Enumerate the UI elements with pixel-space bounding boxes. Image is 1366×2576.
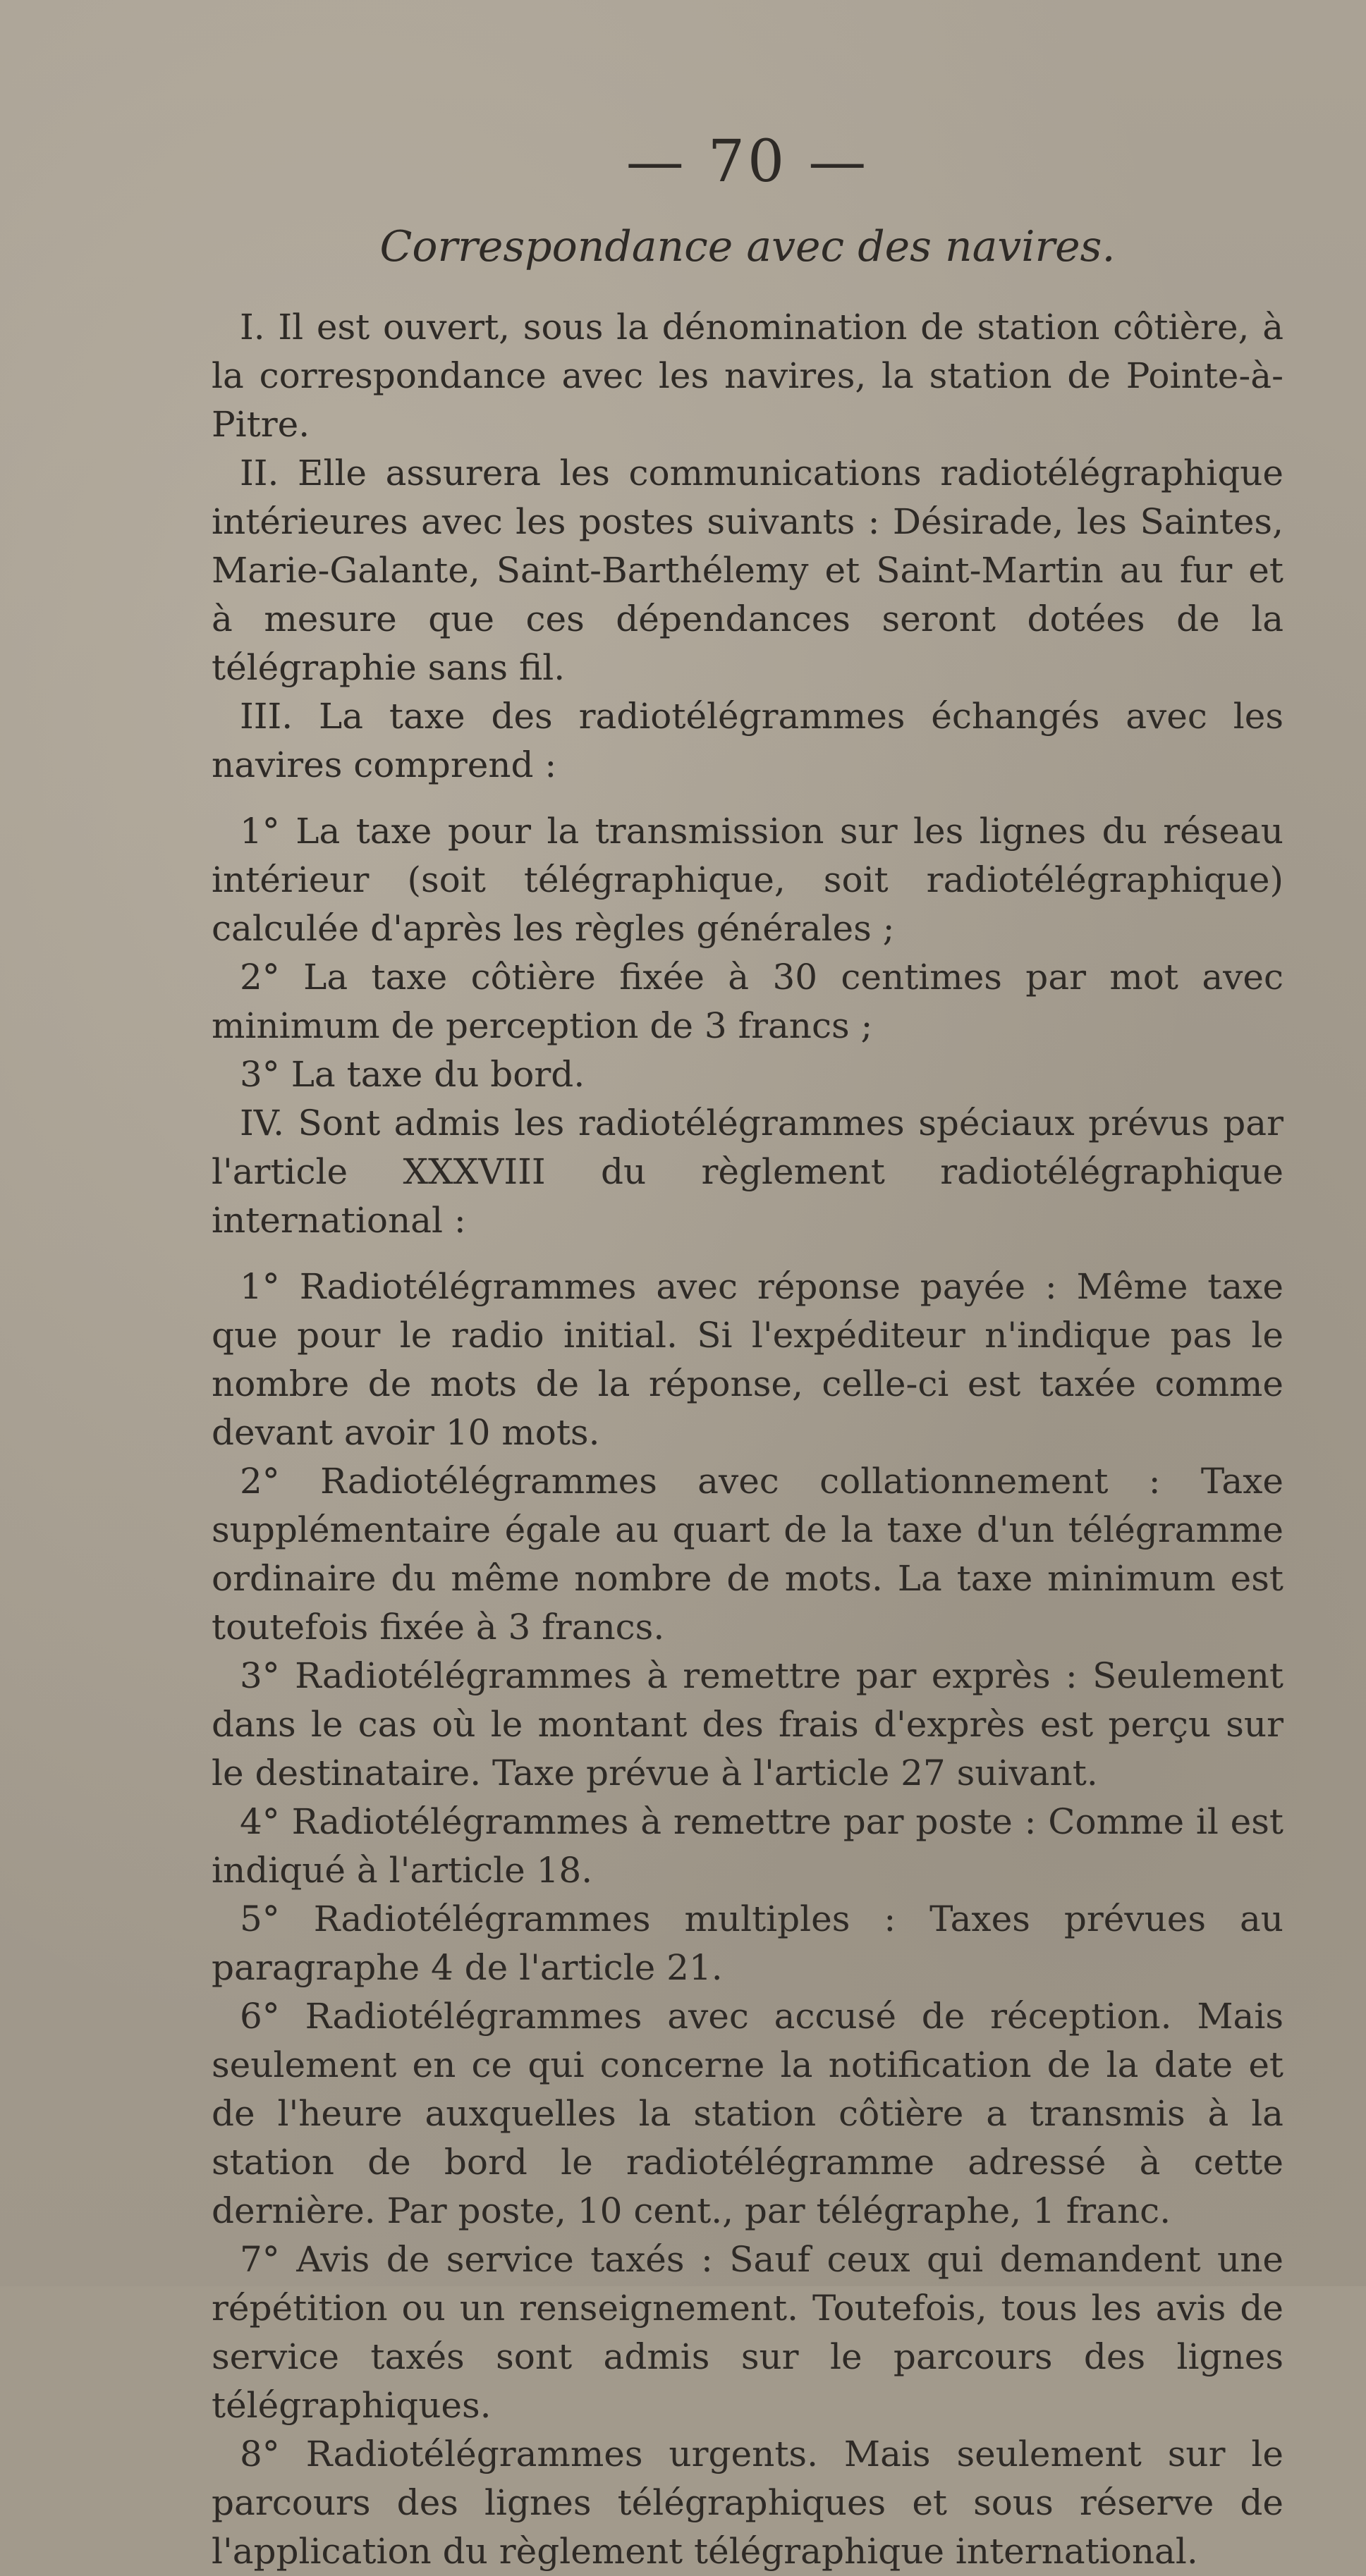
article-4-item-6: 6° Radiotélégrammes avec accusé de réception. Mais seulement en ce qui concerne la notification de la date et de l'heure auxquelles la station côtière a transmis à la station de bord le radiotélégramme adressé à cette dernière. Par poste, 10 cent., par télégraphe, 1 franc. <box>212 1996 1283 2231</box>
article-4-item-3: 3° Radiotélégrammes à remettre par exprès : Seulement dans le cas où le montant des frais d'exprès est perçu sur le destinataire. Taxe prévue à l'article 27 suivant. <box>212 1655 1283 1793</box>
article-3-item-1: 1° La taxe pour la transmission sur les lignes du réseau intérieur (soit télégraphique, soit radiotélégraphique) calculée d'après les règles générales ; <box>212 811 1283 949</box>
article-4-item-1: 1° Radiotélégrammes avec réponse payée : Même taxe que pour le radio initial. Si l'expéditeur n'indique pas le nombre de mots de la réponse, celle-ci est taxée comme devant avoir 10 mots. <box>212 1266 1283 1453</box>
article-3-item-3: 3° La taxe du bord. <box>240 1054 585 1095</box>
spacer <box>212 790 1283 807</box>
article-4-item-7: 7° Avis de service taxés : Sauf ceux qui demandent une répétition ou un renseignement. Toutefois, tous les avis de service taxés sont admis sur le parcours des lignes télégraphiques. <box>212 2239 1283 2426</box>
article-4-item-8: 8° Radiotélégrammes urgents. Mais seulement sur le parcours des lignes télégraphiques et sous réserve de l'application du règlement télégraphique international. <box>212 2434 1283 2572</box>
article-3: III. La taxe des radiotélégrammes échangés avec les navires comprend : <box>212 696 1283 785</box>
article-3-item-2: 2° La taxe côtière fixée à 30 centimes par mot avec minimum de perception de 3 francs ; <box>212 957 1283 1046</box>
article-4-item-5: 5° Radiotélégrammes multiples : Taxes prévues au paragraphe 4 de l'article 21. <box>212 1899 1283 1988</box>
page-number: — 70 — <box>626 128 870 195</box>
page-title: Correspondance avec des navires. <box>379 222 1116 271</box>
article-2: II. Elle assurera les communications radiotélégraphique intérieures avec les postes suivants : Désirade, les Saintes, Marie-Galante, Saint-Barthélemy et Saint-Martin au fur et à mesure que ces dépendances seront dotées de la télégraphie sans fil. <box>212 453 1283 688</box>
article-4: IV. Sont admis les radiotélégrammes spéciaux prévus par l'article XXXVIII du règlement radiotélégraphique international : <box>212 1103 1283 1241</box>
article-1: I. Il est ouvert, sous la dénomination de station côtière, à la correspondance avec les navires, la station de Pointe-à-Pitre. <box>212 307 1283 445</box>
text-block <box>212 127 1283 2576</box>
article-4-item-2: 2° Radiotélégrammes avec collationnement : Taxe supplémentaire égale au quart de la taxe d'un télégramme ordinaire du même nombre de mots. La taxe minimum est toutefois fixée à 3 francs. <box>212 1461 1283 1648</box>
spacer <box>212 1245 1283 1263</box>
article-4-item-4: 4° Radiotélégrammes à remettre par poste : Comme il est indiqué à l'article 18. <box>212 1801 1283 1891</box>
